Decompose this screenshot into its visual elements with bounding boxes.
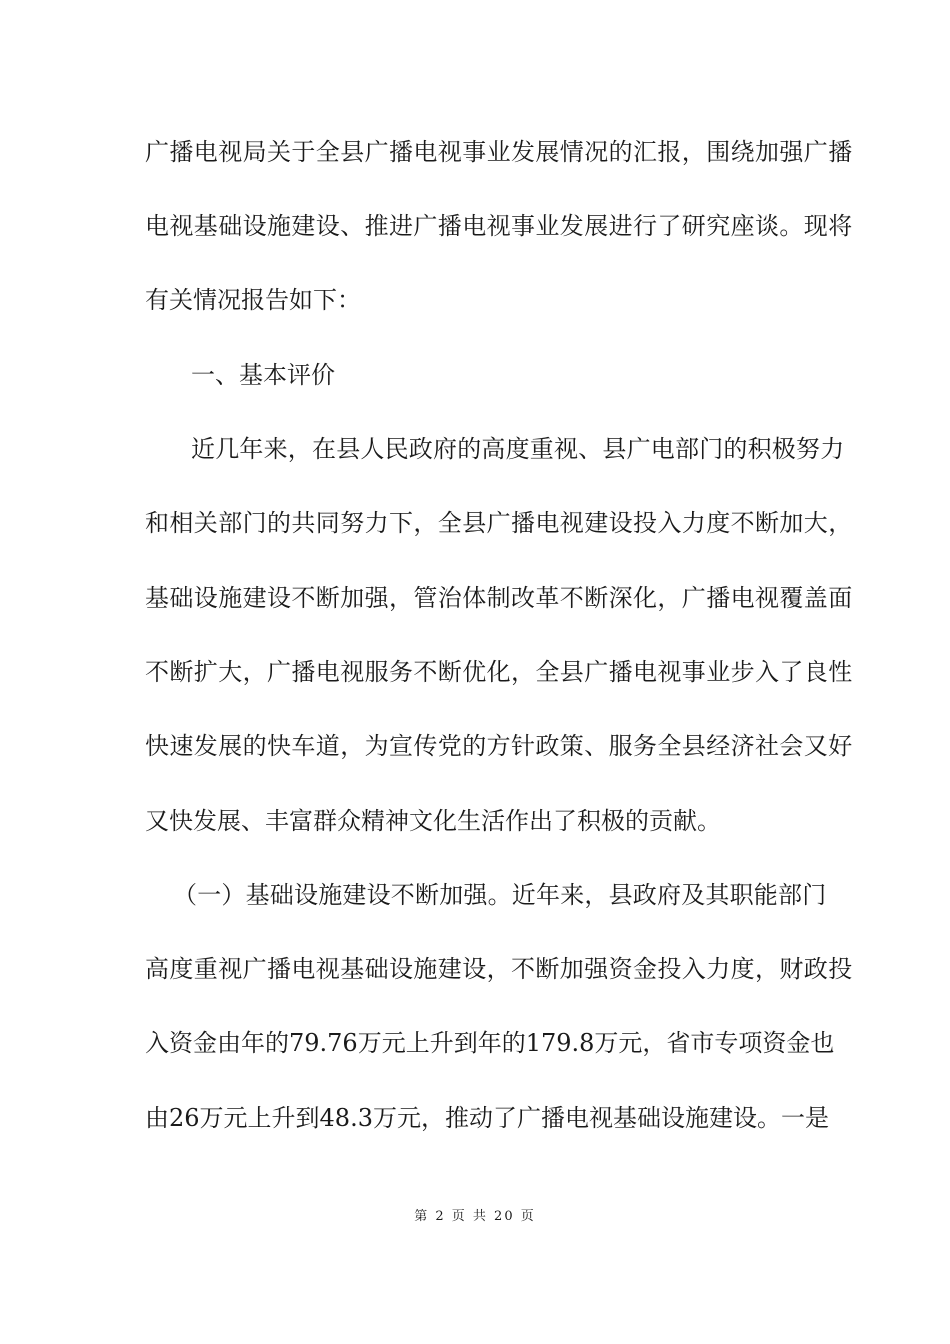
- page-number-footer: 第 2 页 共 20 页: [414, 1209, 536, 1224]
- text-line: 有关情况报告如下：: [145, 286, 361, 314]
- text-line: 近几年来，在县人民政府的高度重视、县广电部门的积极努力: [191, 435, 845, 463]
- text-line: 电视基础设施建设、推进广播电视事业发展进行了研究座谈。现将: [145, 212, 853, 240]
- text-line: 和相关部门的共同努力下，全县广播电视建设投入力度不断加大，: [145, 509, 853, 537]
- text-line: 快速发展的快车道，为宣传党的方针政策、服务全县经济社会又好: [145, 732, 853, 760]
- text-line: 广播电视局关于全县广播电视事业发展情况的汇报，围绕加强广播: [145, 138, 853, 166]
- text-line: 高度重视广播电视基础设施建设，不断加强资金投入力度，财政投: [145, 955, 853, 983]
- text-line: 由26万元上升到48.3万元，推动了广播电视基础设施建设。一是: [145, 1104, 829, 1132]
- text-line: 基础设施建设不断加强，管治体制改革不断深化，广播电视覆盖面: [145, 584, 853, 612]
- text-line: 不断扩大，广播电视服务不断优化，全县广播电视事业步入了良性: [145, 658, 853, 686]
- text-line: 又快发展、丰富群众精神文化生活作出了积极的贡献。: [145, 807, 721, 835]
- text-line: 入资金由年的79.76万元上升到年的179.8万元，省市专项资金也: [145, 1029, 835, 1057]
- subsection-line: （一）基础设施建设不断加强。近年来，县政府及其职能部门: [173, 881, 827, 909]
- section-heading: 一、基本评价: [191, 361, 335, 389]
